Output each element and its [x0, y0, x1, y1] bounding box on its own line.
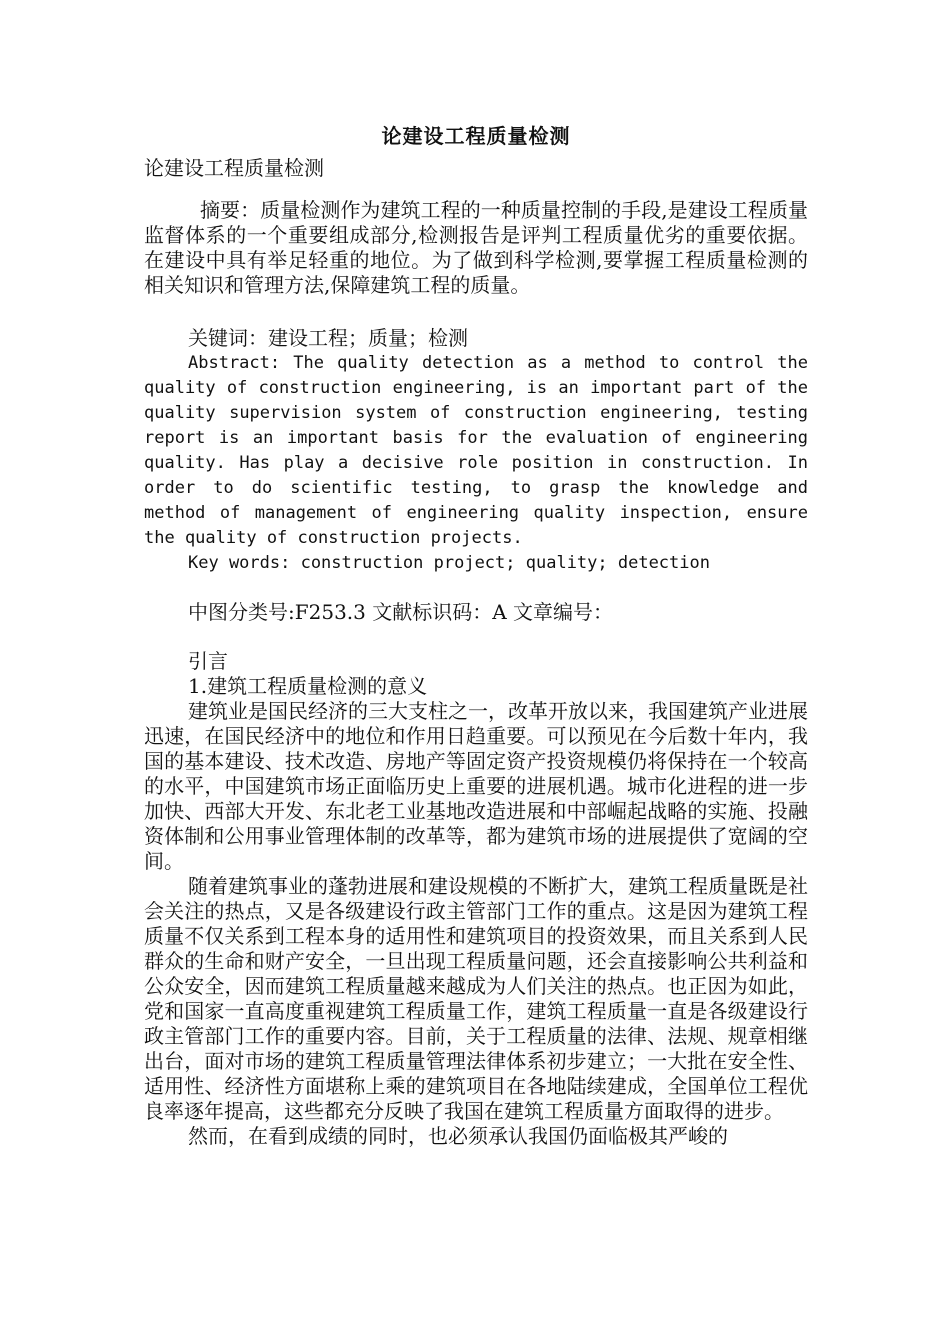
english-keywords: Key words: construction project; quality; detection [188, 553, 710, 573]
body-paragraph: 然而，在看到成绩的同时，也必须承认我国仍面临极其严峻的 [188, 1124, 728, 1148]
chinese-keywords: 关键词：建设工程；质量；检测 [188, 326, 468, 350]
document-title: 论建设工程质量检测 [381, 124, 571, 148]
intro-heading: 引言 [188, 649, 228, 673]
body-paragraph: 随着建筑事业的蓬勃进展和建设规模的不断扩大，建筑工程质量既是社会关注的热点，又是各级建设行政主管部门工作的重点。这是因为建筑工程质量不仅关系到工程本身的适用性和建筑项目的投资效果，而且关系到人民群众的生命和财产安全，一旦出现工程质量问题，还会直接影响公共利益和公众安全，因而建筑工程质量越来越成为人们关注的热点。也正因为如此，党和国家一直高度重视建筑工程质量工作，建筑工程质量一直是各级建设行政主管部门工作的重要内容。目前，关于工程质量的法律、法规、规章相继出台，面对市场的建筑工程质量管理法律体系初步建立；一大批在安全性、适用性、经济性方面堪称上乘的建筑项目在各地陆续建成，全国单位工程优良率逐年提高，这些都充分反映了我国在建筑工程质量方面取得的进步。 [144, 874, 808, 1123]
english-abstract: Abstract: The quality detection as a method to control the quality of construction engineering, is an important part of the quality supervision system of construction engineering, testing report is an important basis for the evaluation of engineering quality. Has play a decisive role position in construction. In order to do scientific testing, to grasp the knowledge and method of management of engineering quality inspection, ensure the quality of construction projects. [144, 353, 808, 548]
spacer [144, 625, 808, 649]
classification-info: 中图分类号:F253.3 文献标识码：A 文章编号： [188, 600, 614, 624]
spacer [144, 298, 808, 326]
spacer [144, 576, 808, 600]
section-heading: 1.建筑工程质量检测的意义 [188, 674, 428, 698]
body-paragraph: 建筑业是国民经济的三大支柱之一，改革开放以来，我国建筑产业进展迅速，在国民经济中的地位和作用日趋重要。可以预见在今后数十年内，我国的基本建设、技术改造、房地产等固定资产投资规模仍将保持在一个较高的水平，中国建筑市场正面临历史上重要的进展机遇。城市化进程的进一步加快、西部大开发、东北老工业基地改造进展和中部崛起战略的实施、投融资体制和公用事业管理体制的改革等，都为建筑市场的进展提供了宽阔的空间。 [144, 699, 808, 873]
document-subtitle: 论建设工程质量检测 [144, 156, 324, 180]
document-body [144, 122, 808, 1149]
chinese-abstract: 摘要：质量检测作为建筑工程的一种质量控制的手段,是建设工程质量监督体系的一个重要组成部分,检测报告是评判工程质量优劣的重要依据。在建设中具有举足轻重的地位。为了做到科学检测,要掌握工程质量检测的相关知识和管理方法,保障建筑工程的质量。 [144, 198, 808, 297]
